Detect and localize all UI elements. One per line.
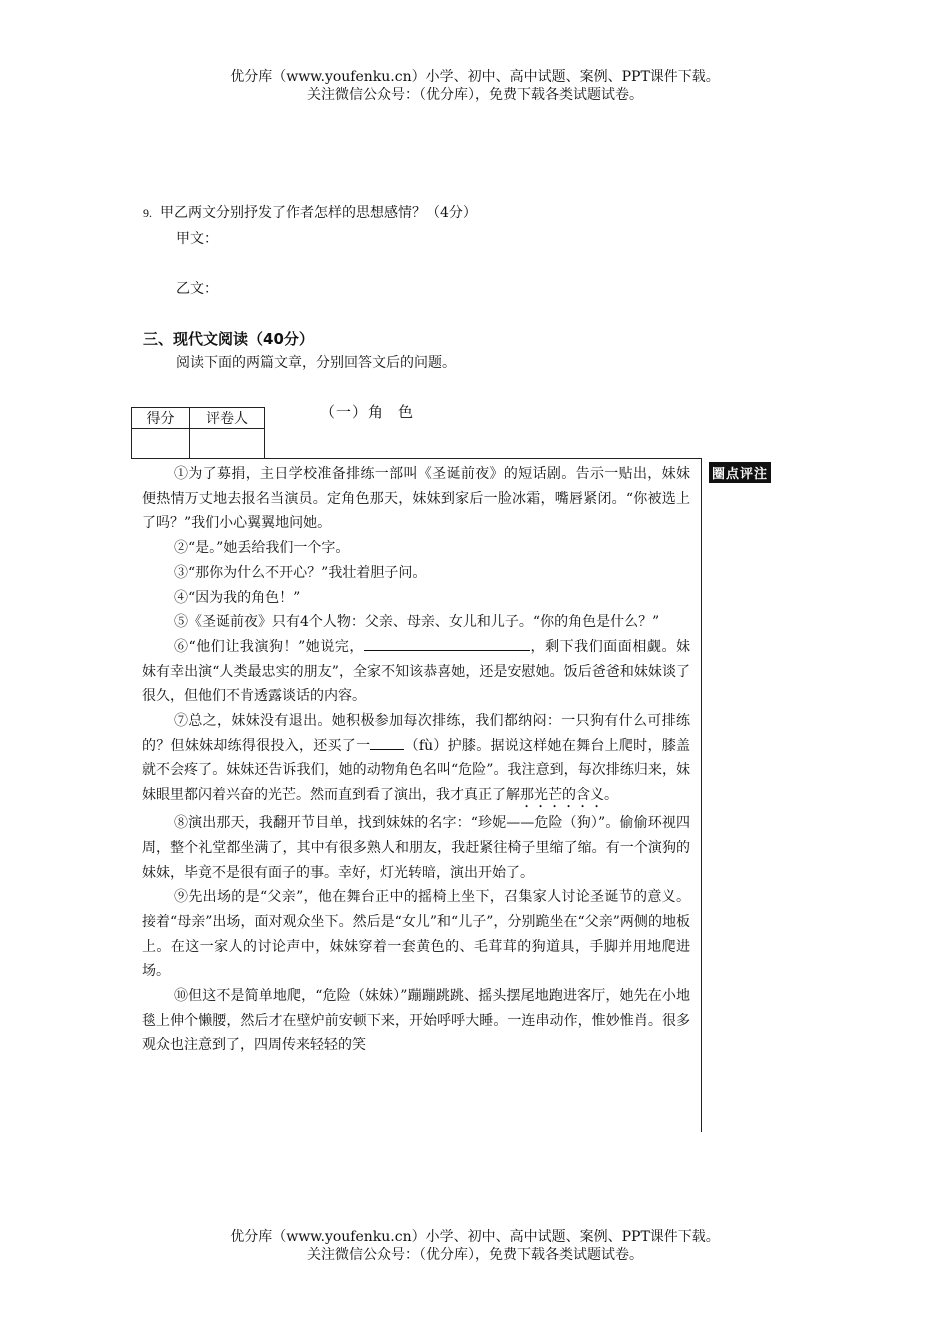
header-line-2: 关注微信公众号：（优分库），免费下载各类试题试卷。 [307, 87, 643, 103]
paragraph-3: ③“那你为什么不开心？”我壮着胆子问。 [174, 564, 427, 581]
page-header [0, 68, 950, 104]
annotation-label: 圈点评注 [709, 462, 771, 483]
story-text [142, 462, 690, 1058]
footer-line-2: 关注微信公众号：（优分库），免费下载各类试题试卷。 [307, 1247, 643, 1263]
paragraph-8: ⑧演出那天，我翻开节目单，找到妹妹的名字：“珍妮——危险（狗）”。偷偷环视四周，整个礼堂都坐满了，其中有很多熟人和朋友，我赶紧往椅子里缩了缩。有一个演狗的妹妹，毕竟不是很有面子的事。幸好，灯光转暗，演出开始了。 [142, 815, 690, 881]
paragraph-9: ⑨先出场的是“父亲”，他在舞台正中的摇椅上坐下，召集家人讨论圣诞节的意义。接着“母亲”出场，面对观众坐下。然后是“女儿”和“儿子”，分别跪坐在“父亲”两侧的地板上。在这一家人的讨论声中，妹妹穿着一套黄色的、毛茸茸的狗道具，手脚并用地爬进场。 [142, 889, 690, 980]
paragraph-5: ⑤《圣诞前夜》只有4个人物：父亲、母亲、女儿和儿子。“你的角色是什么？” [174, 614, 660, 631]
grader-cell [190, 429, 265, 459]
answer-label-b: 乙文： [176, 281, 218, 297]
fill-blank-2[interactable] [370, 735, 404, 750]
score-table [131, 407, 265, 459]
grader-header: 评卷人 [190, 408, 265, 429]
score-header: 得分 [132, 408, 190, 429]
emphasized-phrase: 那光芒的含义 [520, 787, 604, 804]
fill-blank-1[interactable] [364, 636, 530, 651]
score-cell [132, 429, 190, 459]
question-text: 甲乙两文分别抒发了作者怎样的思想感情？（4分） [160, 205, 477, 221]
answer-label-a: 甲文： [176, 231, 218, 247]
paragraph-2: ②“是。”她丢给我们一个字。 [174, 540, 350, 557]
page-footer [0, 1228, 950, 1264]
paragraph-4: ④“因为我的角色！” [174, 589, 301, 606]
paragraph-7: ⑦总之，妹妹没有退出。她积极参加每次排练，我们都纳闷：一只狗有什么可排练的？但妹妹却练得很投入，还买了一 （fù）护膝。据说这样她在舞台上爬时，膝盖就不会疼了。妹妹还告诉我们，她的动物角色名叫“危险”。我注意到，每次排练归来，妹妹眼里都闪着兴奋的光芒。然而直到看了演出，我才真正了解那光芒的含义。 [142, 713, 690, 804]
question-9 [143, 202, 477, 222]
section-title: 三、现代文阅读（40分） [143, 330, 314, 348]
footer-line-1: 优分库（www.youfenku.cn）小学、初中、高中试题、案例、PPT课件下载。 [230, 1229, 720, 1245]
header-line-1: 优分库（www.youfenku.cn）小学、初中、高中试题、案例、PPT课件下载。 [230, 69, 720, 85]
paragraph-1: ①为了募捐，主日学校准备排练一部叫《圣诞前夜》的短话剧。告示一贴出，妹妹便热情万丈地去报名当演员。定角色那天，妹妹到家后一脸冰霜，嘴唇紧闭。“你被选上了吗？”我们小心翼翼地问她。 [142, 466, 690, 532]
paragraph-6: ⑥“他们让我演狗！”她说完， ，剩下我们面面相觑。妹妹有幸出演“人类最忠实的朋友”，全家不知该恭喜她，还是安慰她。饭后爸爸和妹妹谈了很久，但他们不肯透露谈话的内容。 [142, 635, 690, 709]
story-title: （一）角 色 [320, 403, 415, 421]
question-number: 9. [143, 206, 152, 220]
paragraph-10: ⑩但这不是简单地爬，“危险（妹妹）”蹦蹦跳跳、摇头摆尾地跑进客厅，她先在小地毯上伸个懒腰，然后才在壁炉前安顿下来，开始呼呼大睡。一连串动作，惟妙惟肖。很多观众也注意到了，四周传来轻轻的笑 [142, 988, 690, 1054]
section-instruction: 阅读下面的两篇文章，分别回答文后的问题。 [176, 355, 456, 371]
